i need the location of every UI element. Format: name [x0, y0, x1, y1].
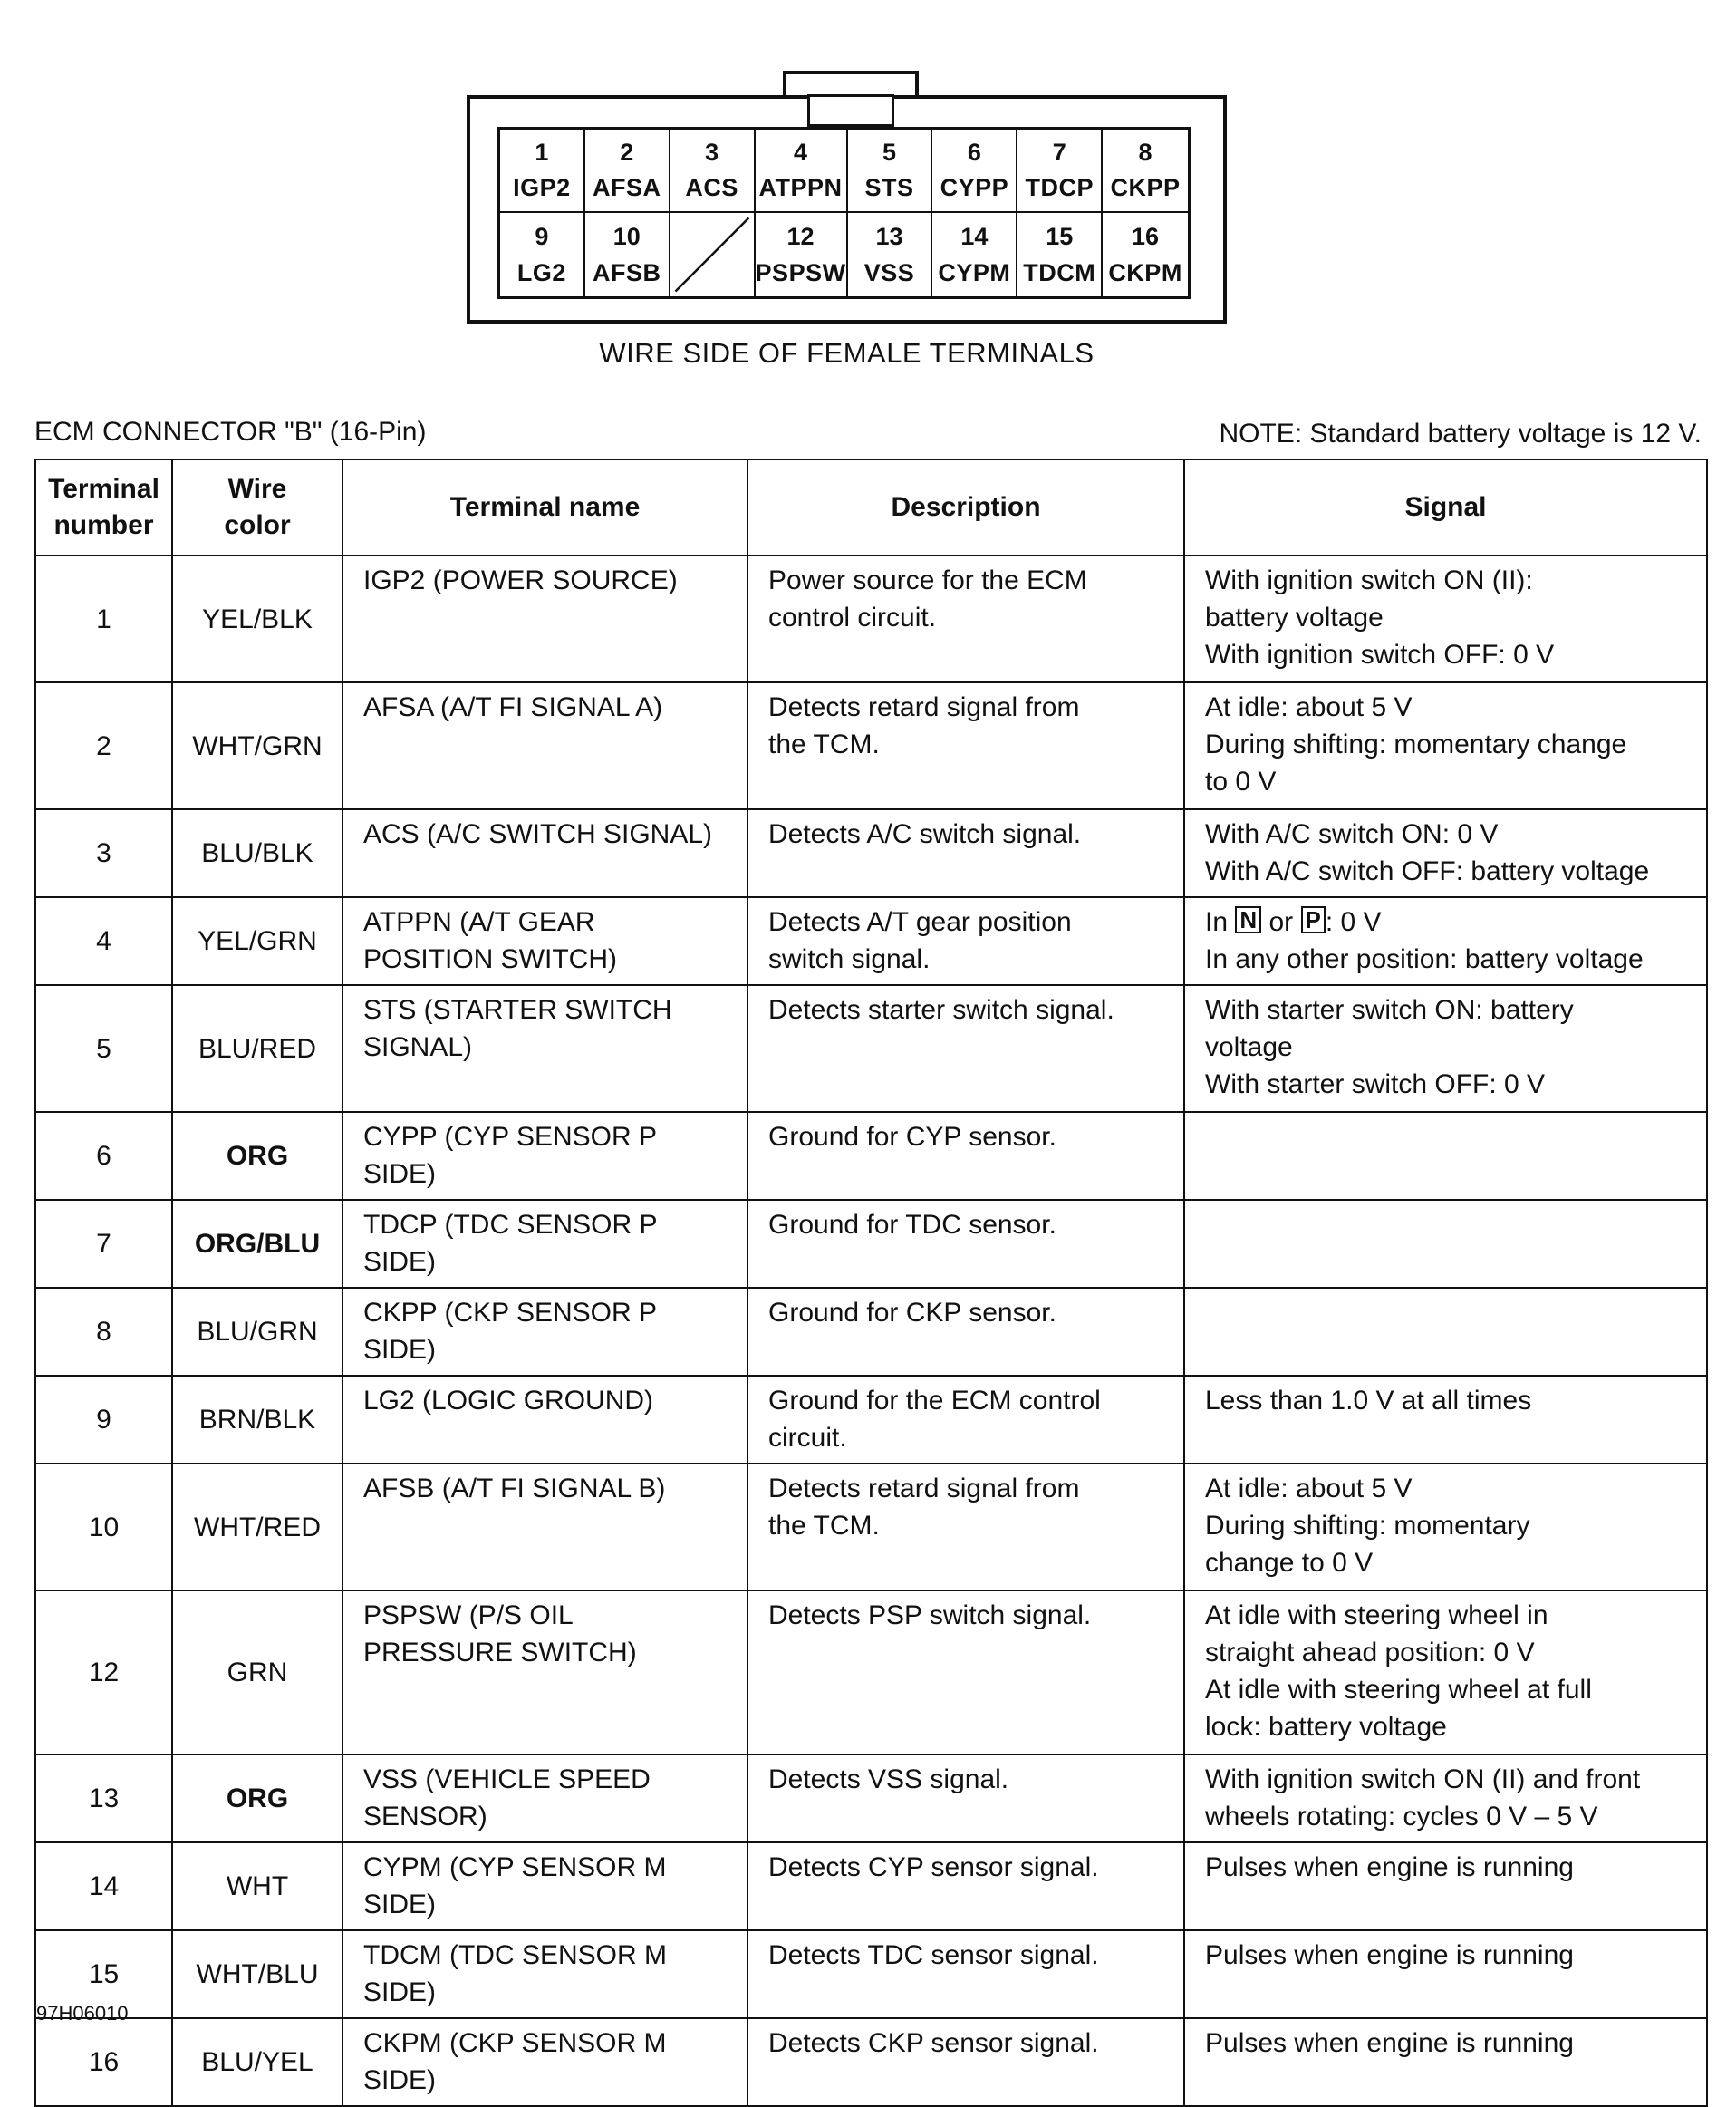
description: Detects retard signal from the TCM.: [747, 682, 1184, 809]
wire-color: WHT/GRN: [172, 682, 342, 809]
signal: With A/C switch ON: 0 V With A/C switch OFF: battery voltage: [1184, 809, 1707, 897]
pin-cell: 3 ACS: [670, 130, 756, 213]
signal: Pulses when engine is running: [1184, 2018, 1707, 2106]
terminal-name: CYPM (CYP SENSOR M SIDE): [342, 1842, 747, 1930]
description: Detects retard signal from the TCM.: [747, 1464, 1184, 1590]
terminal-number: 15: [35, 1930, 172, 2018]
terminal-name: ACS (A/C SWITCH SIGNAL): [342, 809, 747, 897]
wire-color: BRN/BLK: [172, 1376, 342, 1464]
wire-color: WHT/RED: [172, 1464, 342, 1590]
connector-pin-grid: [497, 127, 1191, 299]
description: Detects PSP switch signal.: [747, 1590, 1184, 1754]
terminal-table: [34, 459, 1708, 2107]
wire-color: YEL/BLK: [172, 556, 342, 682]
terminal-number: 7: [35, 1200, 172, 1288]
signal: In N or P : 0 V In any other position: battery voltage: [1184, 897, 1707, 985]
terminal-name: TDCM (TDC SENSOR M SIDE): [342, 1930, 747, 2018]
voltage-note: NOTE: Standard battery voltage is 12 V.: [1219, 419, 1702, 449]
terminal-number: 2: [35, 682, 172, 809]
description: Ground for CYP sensor.: [747, 1112, 1184, 1200]
signal: At idle: about 5 V During shifting: momentary change to 0 V: [1184, 682, 1707, 809]
table-row: [35, 897, 1707, 985]
pin-cell: 14 CYPM: [932, 213, 1017, 296]
terminal-name: VSS (VEHICLE SPEED SENSOR): [342, 1754, 747, 1842]
terminal-number: 1: [35, 556, 172, 682]
table-row: [35, 1288, 1707, 1376]
description: Detects starter switch signal.: [747, 985, 1184, 1112]
signal: With starter switch ON: battery voltage With starter switch OFF: 0 V: [1184, 985, 1707, 1112]
signal: [1184, 1200, 1707, 1288]
terminal-name: ATPPN (A/T GEAR POSITION SWITCH): [342, 897, 747, 985]
description: Power source for the ECM control circuit.: [747, 556, 1184, 682]
table-row: [35, 1590, 1707, 1754]
wire-color: YEL/GRN: [172, 897, 342, 985]
terminal-number: 12: [35, 1590, 172, 1754]
pin-cell: 4 ATPPN: [756, 130, 848, 213]
signal: Less than 1.0 V at all times: [1184, 1376, 1707, 1464]
diagram-caption: WIRE SIDE OF FEMALE TERMINALS: [599, 337, 1095, 369]
empty-pin-slot: [670, 213, 756, 296]
table-row: [35, 985, 1707, 1112]
description: Ground for TDC sensor.: [747, 1200, 1184, 1288]
pin-cell: 7 TDCP: [1017, 130, 1103, 213]
description: Detects CKP sensor signal.: [747, 2018, 1184, 2106]
wire-color: BLU/RED: [172, 985, 342, 1112]
terminal-name: STS (STARTER SWITCH SIGNAL): [342, 985, 747, 1112]
pin-cell: 5 STS: [848, 130, 933, 213]
terminal-name: AFSB (A/T FI SIGNAL B): [342, 1464, 747, 1590]
pin-cell: 16 CKPM: [1108, 222, 1182, 286]
terminal-number: 16: [35, 2018, 172, 2106]
wire-color: ORG/BLU: [172, 1200, 342, 1288]
wire-color: BLU/GRN: [172, 1288, 342, 1376]
description: Detects VSS signal.: [747, 1754, 1184, 1842]
description: Detects A/T gear position switch signal.: [747, 897, 1184, 985]
table-row: [35, 2018, 1707, 2106]
wire-color: ORG: [172, 1754, 342, 1842]
pin-cell: 15 TDCM: [1017, 213, 1103, 296]
table-row: [35, 1464, 1707, 1590]
pin-cell: 6 CYPP: [932, 130, 1017, 213]
description: Detects A/C switch signal.: [747, 809, 1184, 897]
terminal-number: 6: [35, 1112, 172, 1200]
col-header-signal: Signal: [1184, 459, 1707, 556]
wire-color: WHT/BLU: [172, 1930, 342, 2018]
description: Detects TDC sensor signal.: [747, 1930, 1184, 2018]
gear-p-box: P: [1301, 906, 1326, 933]
description: Ground for the ECM control circuit.: [747, 1376, 1184, 1464]
table-row: [35, 1200, 1707, 1288]
wire-color: WHT: [172, 1842, 342, 1930]
table-row: [35, 1112, 1707, 1200]
wire-color: GRN: [172, 1590, 342, 1754]
pin-cell: 10 AFSB: [585, 213, 670, 296]
terminal-name: IGP2 (POWER SOURCE): [342, 556, 747, 682]
pin-cell: 9 LG2: [500, 213, 585, 296]
signal: With ignition switch ON (II): battery voltage With ignition switch OFF: 0 V: [1184, 556, 1707, 682]
terminal-number: 5: [35, 985, 172, 1112]
terminal-name: CKPP (CKP SENSOR P SIDE): [342, 1288, 747, 1376]
signal: [1184, 1288, 1707, 1376]
table-row: [35, 1930, 1707, 2018]
table-row: [35, 809, 1707, 897]
terminal-number: 14: [35, 1842, 172, 1930]
connector-key: [807, 94, 894, 127]
description: Detects CYP sensor signal.: [747, 1842, 1184, 1930]
terminal-number: 4: [35, 897, 172, 985]
terminal-name: CKPM (CKP SENSOR M SIDE): [342, 2018, 747, 2106]
terminal-name: TDCP (TDC SENSOR P SIDE): [342, 1200, 747, 1288]
wire-color: BLU/YEL: [172, 2018, 342, 2106]
col-header-terminal-name: Terminal name: [342, 459, 747, 556]
signal: At idle with steering wheel in straight ahead position: 0 V At idle with steering wheel at full lock: battery voltage: [1184, 1590, 1707, 1754]
pin-cell: 8 CKPP: [1103, 130, 1188, 213]
wire-color: BLU/BLK: [172, 809, 342, 897]
terminal-name: PSPSW (P/S OIL PRESSURE SWITCH): [342, 1590, 747, 1754]
table-row: [35, 1754, 1707, 1842]
table-row: [35, 556, 1707, 682]
wire-color: ORG: [172, 1112, 342, 1200]
empty-slot-diagonal: [670, 213, 754, 296]
connector-title: ECM CONNECTOR "B" (16-Pin): [34, 417, 427, 447]
signal: At idle: about 5 V During shifting: momentary change to 0 V: [1184, 1464, 1707, 1590]
signal: Pulses when engine is running: [1184, 1842, 1707, 1930]
terminal-number: 10: [35, 1464, 172, 1590]
col-header-description: Description: [747, 459, 1184, 556]
pin-cell: 13 VSS: [848, 213, 933, 296]
terminal-number: 9: [35, 1376, 172, 1464]
terminal-name: CYPP (CYP SENSOR P SIDE): [342, 1112, 747, 1200]
pin-cell: 12 PSPSW: [756, 213, 848, 296]
gear-n-box: N: [1235, 906, 1261, 933]
terminal-number: 3: [35, 809, 172, 897]
terminal-number: 8: [35, 1288, 172, 1376]
col-header-wire-color: Wire color: [172, 459, 342, 556]
terminal-name: AFSA (A/T FI SIGNAL A): [342, 682, 747, 809]
table-row: [35, 1842, 1707, 1930]
pin-cell: 2 AFSA: [585, 130, 670, 213]
terminal-number: 13: [35, 1754, 172, 1842]
pin-cell: 1 IGP2: [500, 130, 585, 213]
col-header-terminal-number: Terminal number: [35, 459, 172, 556]
figure-id: 97H06010: [36, 2002, 129, 2025]
terminal-name: LG2 (LOGIC GROUND): [342, 1376, 747, 1464]
description: Ground for CKP sensor.: [747, 1288, 1184, 1376]
table-row: [35, 1376, 1707, 1464]
table-header-row: [35, 459, 1707, 556]
signal: [1184, 1112, 1707, 1200]
signal: With ignition switch ON (II) and front wheels rotating: cycles 0 V – 5 V: [1184, 1754, 1707, 1842]
signal: Pulses when engine is running: [1184, 1930, 1707, 2018]
table-row: [35, 682, 1707, 809]
